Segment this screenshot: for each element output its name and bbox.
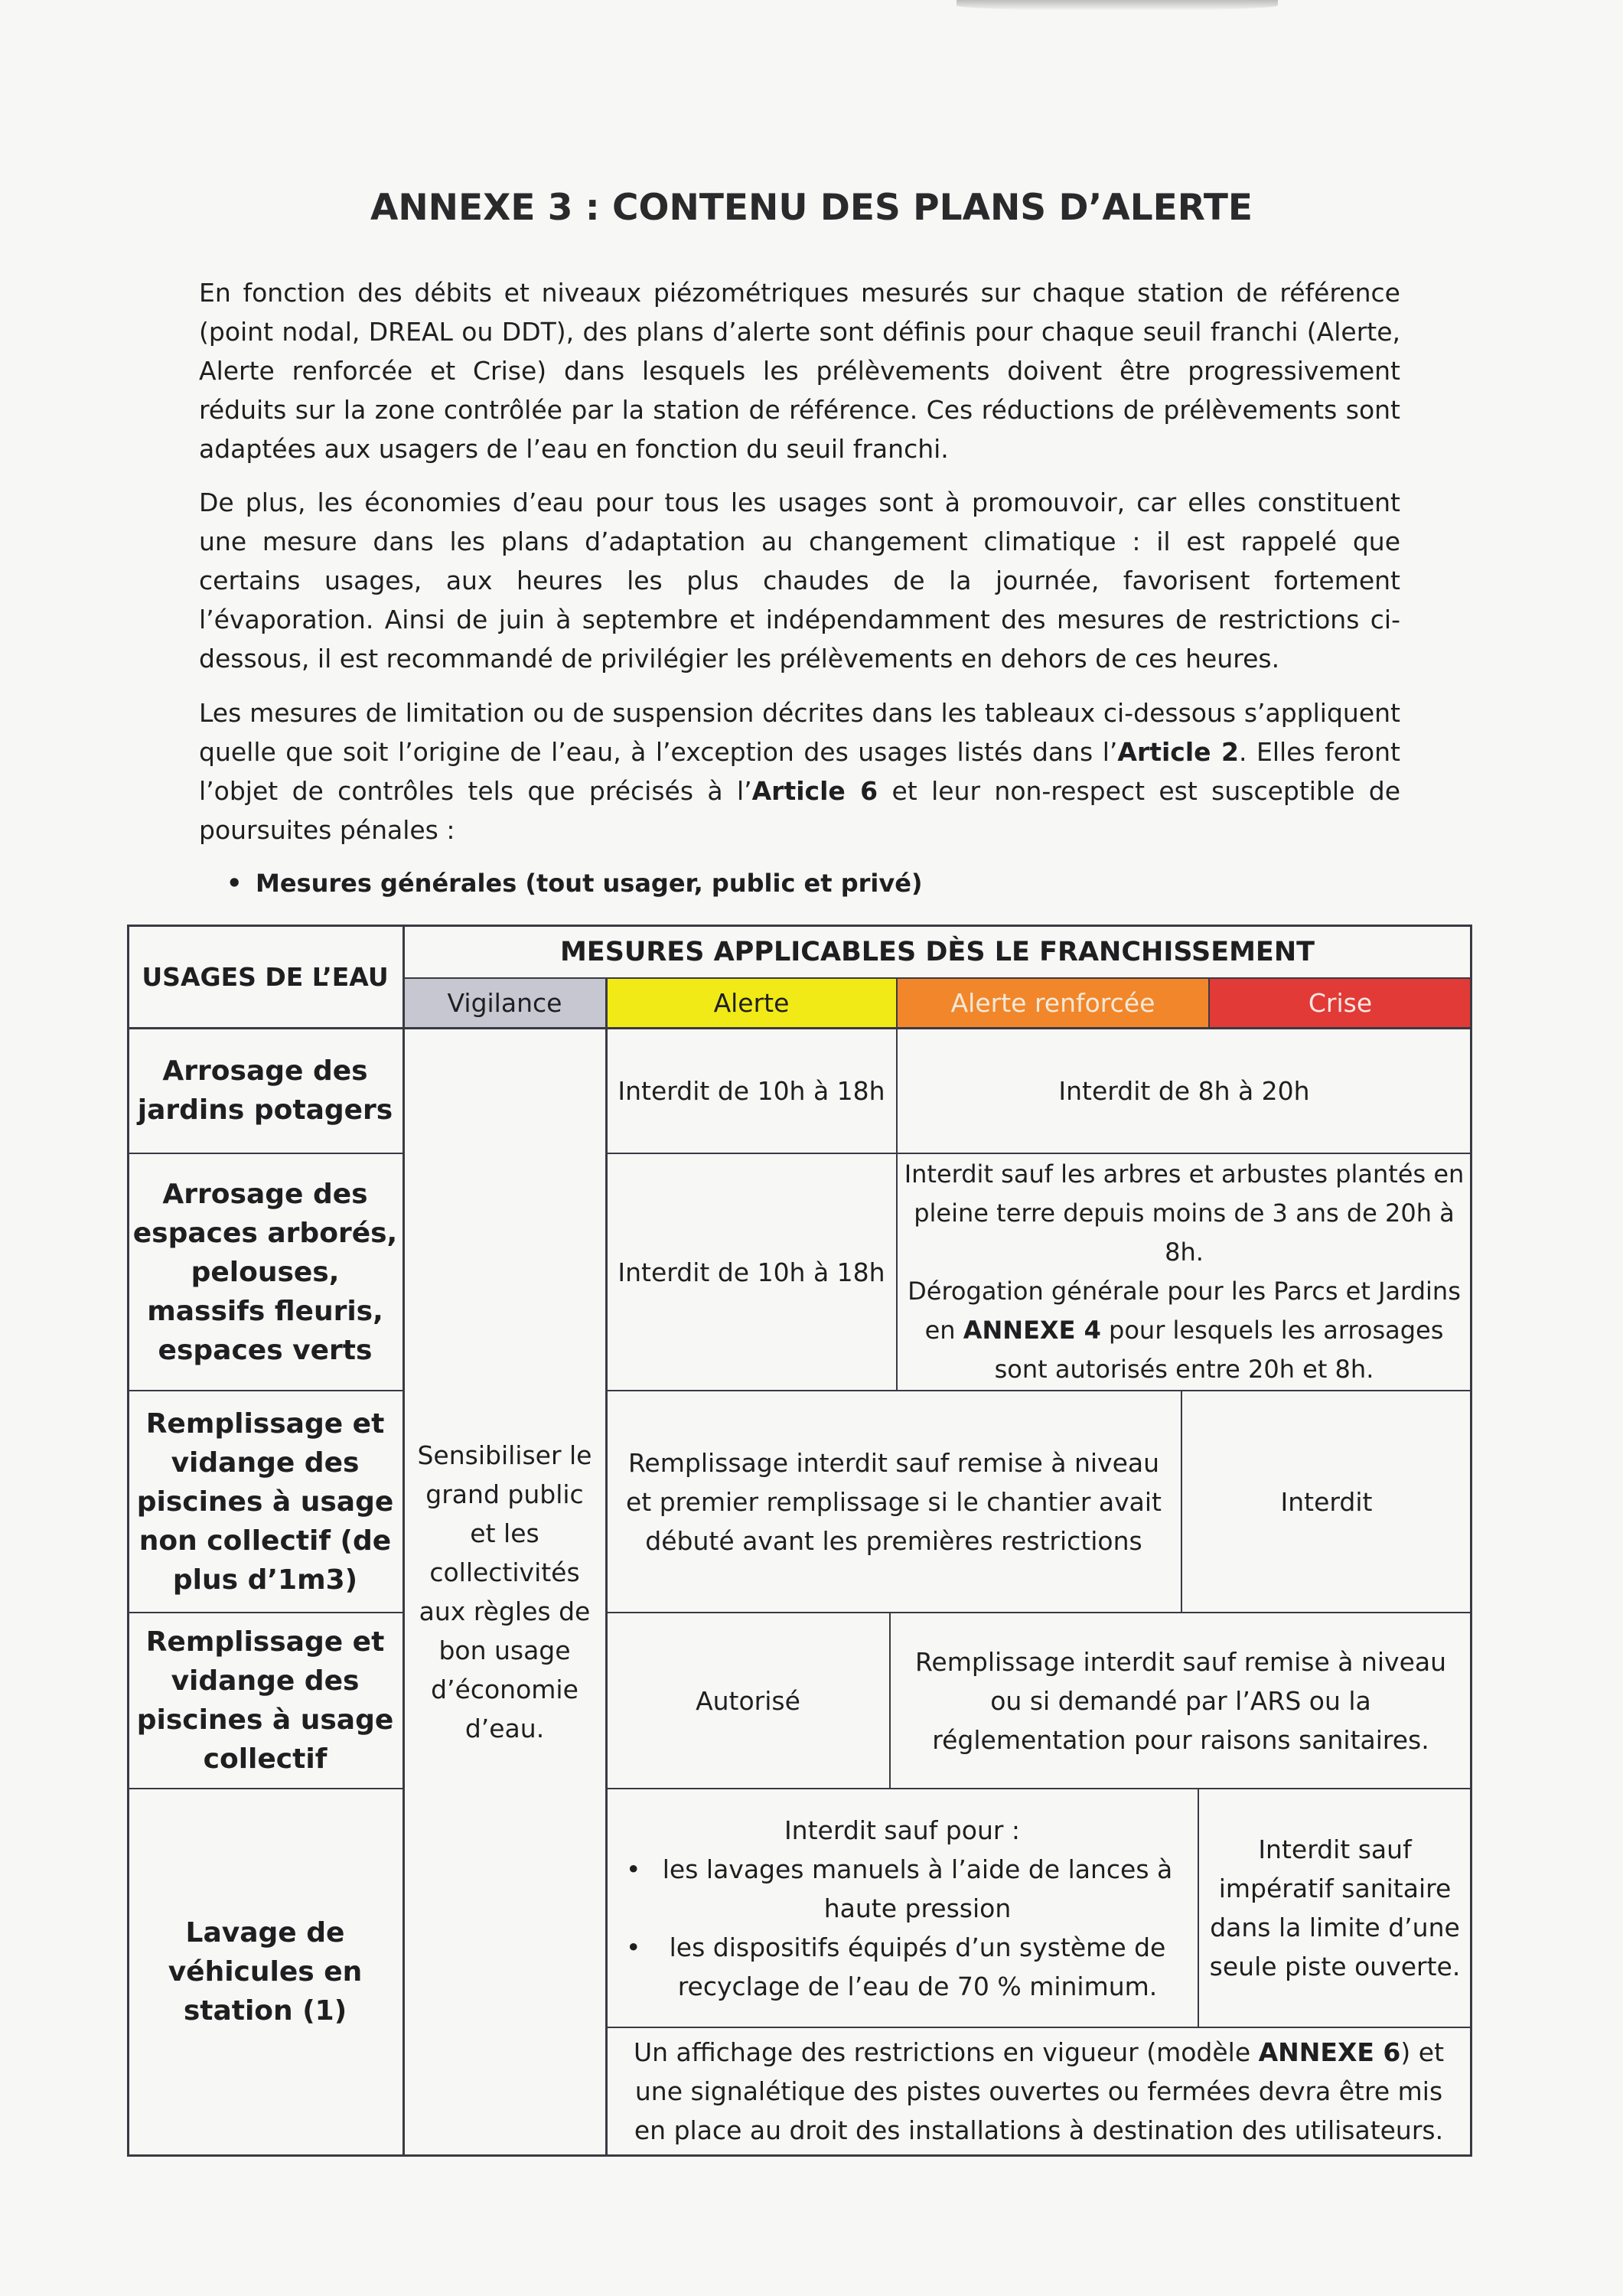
r5-exception-item-2: • les dispositifs équipés d’un système de recyclage de l’eau de 70 % minimum. xyxy=(621,1928,1183,2006)
annexe-4-ref: ANNEXE 4 xyxy=(963,1316,1101,1345)
r5-intro: Interdit sauf pour : xyxy=(784,1815,1021,1845)
table-header-divider-2 xyxy=(1208,977,1210,1028)
r5-alerte-renforcee-cell xyxy=(606,1789,1198,2027)
article-2-ref: Article 2 xyxy=(1117,737,1240,767)
header-crise: Crise xyxy=(1209,978,1471,1028)
r3-crise-cell: Interdit xyxy=(1280,1486,1373,1517)
r5-footer-text xyxy=(617,2033,1461,2150)
r2-derogation-text-b: pour lesquels les arrosages sont autorisés entre 20h et 8h. xyxy=(994,1316,1444,1384)
table-border-left xyxy=(127,925,129,2157)
table-border-bottom xyxy=(127,2154,1472,2157)
r2-tree-exception: Interdit sauf les arbres et arbustes plantés en pleine terre depuis moins de 3 ans de 20h à 8h. xyxy=(904,1159,1465,1267)
table-header-divider-1 xyxy=(896,977,898,1028)
general-measures-label: Mesures générales (tout usager, public et privé) xyxy=(256,869,923,898)
row1-bottom-measures xyxy=(606,1153,1471,1154)
row3-crise-divider xyxy=(1181,1391,1182,1613)
row4-alerte-divider xyxy=(889,1613,891,1789)
r2-derogation-text-a: Dérogation générale pour les Parcs et Jardins en xyxy=(908,1277,1461,1345)
r2-alerte-cell: Interdit de 10h à 18h xyxy=(618,1257,885,1287)
r5-footer-text-a: Un affichage des restrictions en vigueur (modèle xyxy=(633,2037,1259,2067)
table-subheader-divider xyxy=(403,977,1471,979)
r5-footer-cell xyxy=(606,2027,1471,2155)
row3-bottom-measures xyxy=(606,1612,1471,1613)
r1-alerte-cell: Interdit de 10h à 18h xyxy=(618,1075,885,1106)
table-border-right xyxy=(1470,925,1472,2157)
table-col-vigilance-divider xyxy=(605,977,608,2157)
r2-renforcee-crise-cell xyxy=(897,1153,1471,1391)
row1-bottom-usage xyxy=(127,1153,403,1154)
table-border-top xyxy=(127,925,1472,927)
rows12-alerte-divider xyxy=(896,1028,898,1391)
paragraph-3-text-a: Les mesures de limitation ou de suspension décrites dans les tableaux ci-dessous s’appliquent quelle que soit l’origine de l’eau, à l’exception des usages listés dans l’ xyxy=(199,698,1400,767)
usage-piscines-non-collectif: Remplissage et vidange des piscines à usage non collectif (de plus d’1m3) xyxy=(136,1407,394,1596)
header-alerte: Alerte xyxy=(606,978,897,1028)
usage-jardins-potagers: Arrosage des jardins potagers xyxy=(137,1055,393,1126)
r2-derogation xyxy=(901,1272,1467,1389)
r5-crise-cell: Interdit sauf impératif sanitaire dans la limite d’une seule piste ouverte. xyxy=(1209,1835,1461,1981)
r3-alerte-renforcee-cell: Remplissage interdit sauf remise à niveau et premier remplissage si le chantier avait débuté avant les premières restrictions xyxy=(626,1447,1162,1556)
annexe-6-ref: ANNEXE 6 xyxy=(1258,2037,1401,2067)
intro-paragraph-1: En fonction des débits et niveaux piézométriques mesurés sur chaque station de référence (point nodal, DREAL ou DDT), des plans d’alerte sont définis pour chaque seuil franchi (Alerte, Alerte renforcée et Crise) dans lesquels les prélèvements doivent être progressivement réduits sur la zone contrôlée par la station de référence. Ces réductions de prélèvements sont adaptées aux usagers de l’eau en fonction du seuil franchi. xyxy=(199,278,1400,464)
table-col-usages-divider xyxy=(402,925,405,2157)
row4-bottom-usage xyxy=(127,1788,403,1789)
article-6-ref: Article 6 xyxy=(751,776,878,806)
row2-bottom-measures xyxy=(606,1390,1471,1391)
bullet-dot: • xyxy=(227,869,243,898)
r5-exception-item-1: • les lavages manuels à l’aide de lances à haute pression xyxy=(621,1850,1183,1928)
usage-lavage-vehicules: Lavage de véhicules en station (1) xyxy=(168,1917,363,2027)
intro-paragraph-2: De plus, les économies d’eau pour tous les usages sont à promouvoir, car elles constituent une mesure dans les plans d’adaptation au changement climatique : il est rappelé que certains usages, aux heures les plus chaudes de la journée, favorisent fortement l’évaporation. Ainsi de juin à septembre et indépendamment des mesures de restrictions ci-dessous, il est recommandé de privilégier les prélèvements en dehors de ces heures. xyxy=(199,488,1400,673)
r1-renforcee-crise-cell: Interdit de 8h à 20h xyxy=(1058,1075,1310,1106)
r5-exception-list xyxy=(621,1850,1183,2006)
header-alerte-renforcee: Alerte renforcée xyxy=(897,978,1209,1028)
usage-piscines-collectif: Remplissage et vidange des piscines à usage collectif xyxy=(136,1626,394,1775)
paragraph-3-text-b: . Elles feront l’objet de contrôles tels que précisés à l’ xyxy=(199,737,1400,806)
row2-bottom-usage xyxy=(127,1390,403,1391)
header-usages: USAGES DE L’EAU xyxy=(142,962,389,992)
header-measures: MESURES APPLICABLES DÈS LE FRANCHISSEMENT xyxy=(559,936,1315,967)
r4-alerte-cell: Autorisé xyxy=(696,1685,800,1716)
r5-footer-text-b: ) et une signalétique des pistes ouvertes ou fermées devra être mis en place au droit des installations à destination des utilisateurs. xyxy=(634,2037,1445,2145)
row5-crise-divider xyxy=(1198,1789,1199,2027)
row3-bottom-usage xyxy=(127,1612,403,1613)
r4-renforcee-crise-cell: Remplissage interdit sauf remise à niveau ou si demandé par l’ARS ou la réglementation pour raisons sanitaires. xyxy=(914,1646,1447,1755)
table-header-bottom xyxy=(127,1027,1472,1029)
header-vigilance: Vigilance xyxy=(403,978,606,1028)
row4-bottom-measures xyxy=(606,1788,1471,1789)
row5-inner-divider xyxy=(606,2027,1471,2028)
paragraph-3-text-c: et leur non-respect est susceptible de poursuites pénales : xyxy=(199,776,1401,845)
vigilance-merged-cell: Sensibiliser le grand public et les collectivités aux règles de bon usage d’économie d’eau. xyxy=(417,1440,592,1743)
usage-espaces-verts: Arrosage des espaces arborés, pelouses, massifs fleuris, espaces verts xyxy=(132,1178,398,1366)
page-title: ANNEXE 3 : CONTENU DES PLANS D’ALERTE xyxy=(370,187,1253,229)
